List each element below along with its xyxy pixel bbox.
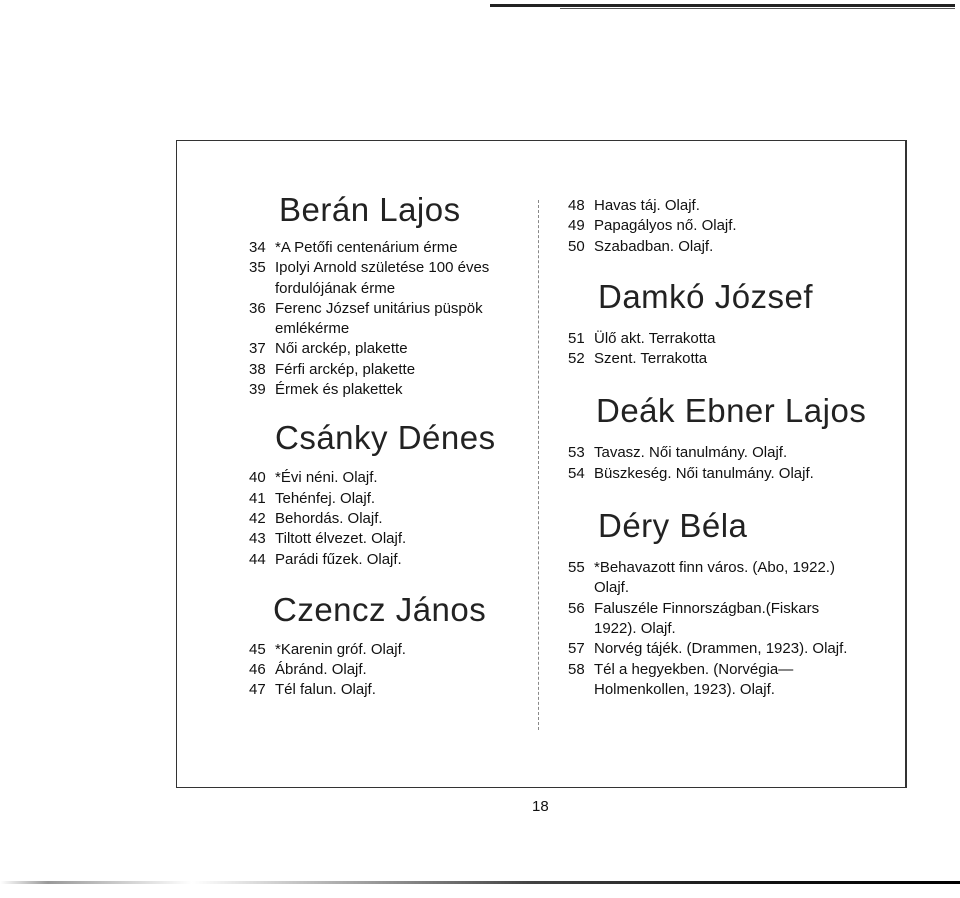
list-item (249, 299, 539, 340)
entry-number: 39 (249, 381, 266, 399)
entry-title: Férfi arckép, plakette (275, 360, 416, 378)
entry-title: Ülő akt. Terrakotta (594, 329, 716, 347)
entry-number: 35 (249, 259, 266, 277)
list-item (568, 464, 868, 484)
entry-number: 36 (249, 299, 266, 317)
artist-heading-dery: Déry Béla (598, 507, 748, 545)
entry-list-deak (568, 443, 868, 484)
entry-list-damko (568, 329, 868, 370)
list-item (568, 349, 868, 369)
artist-heading-damko: Damkó József (598, 277, 814, 315)
artist-heading-deak: Deák Ebner Lajos (596, 392, 867, 430)
entry-list-czencz (249, 640, 539, 701)
entry-title: *Karenin gróf. Olajf. (275, 640, 406, 658)
top-edge-rule (490, 4, 955, 7)
artist-heading-csanky: Csánky Dénes (275, 419, 496, 457)
entry-title: Havas táj. Olajf. (594, 197, 700, 214)
entry-number: 37 (249, 340, 266, 358)
entry-title: Tiltott élvezet. Olajf. (275, 530, 407, 548)
list-item (249, 640, 539, 660)
left-column (249, 190, 539, 701)
entry-number: 42 (249, 509, 266, 527)
entry-title: Tél falun. Olajf. (275, 681, 376, 699)
entry-title: Női arckép, plakette (275, 340, 408, 358)
entry-number: 57 (568, 640, 585, 658)
list-item (568, 558, 868, 599)
entry-title: *Évi néni. Olajf. (275, 469, 378, 487)
entry-title: Szent. Terrakotta (594, 350, 708, 368)
entry-list-csanky (249, 468, 539, 569)
entry-number: 52 (568, 350, 585, 368)
list-item (568, 639, 868, 659)
entry-title: Norvég tájék. (Drammen, 1923). Olajf. (594, 640, 848, 658)
entry-number: 51 (568, 329, 585, 347)
entry-number: 55 (568, 559, 585, 577)
list-item (568, 599, 868, 640)
entry-number: 58 (568, 660, 585, 678)
entry-list-beran (249, 238, 539, 400)
entry-title: Faluszéle Finnországban.(Fiskars 1922). Olajf. (594, 599, 820, 637)
list-item (249, 550, 539, 570)
entry-number: 50 (568, 237, 585, 255)
entry-title: Tél a hegyekben. (Norvégia—Holmenkollen, 1923). Olajf. (594, 660, 794, 698)
entry-number: 34 (249, 239, 266, 256)
bottom-edge-rule (0, 881, 960, 884)
entry-number: 47 (249, 681, 266, 699)
entry-title: Ipolyi Arnold születése 100 éves fordulójának érme (275, 259, 490, 297)
entry-number: 40 (249, 469, 266, 487)
entry-title: Ábránd. Olajf. (275, 661, 367, 679)
list-item (249, 339, 539, 359)
list-item (568, 660, 868, 701)
list-item (568, 237, 868, 257)
entry-number: 38 (249, 360, 266, 378)
list-item (249, 509, 539, 529)
list-item (568, 216, 868, 236)
entry-title: Parádi fűzek. Olajf. (275, 550, 402, 568)
entry-title: *A Petőfi centenárium érme (275, 239, 458, 256)
entry-number: 56 (568, 599, 585, 617)
entry-number: 48 (568, 197, 585, 214)
artist-heading-czencz: Czencz János (273, 590, 487, 628)
entry-title: Papagályos nő. Olajf. (594, 217, 737, 235)
entry-title: Behordás. Olajf. (275, 509, 383, 527)
list-item (249, 489, 539, 509)
list-item (249, 529, 539, 549)
list-item (249, 360, 539, 380)
entry-title: Érmek és plakettek (275, 381, 403, 399)
entry-title: *Behavazott finn város. (Abo, 1922.) Olajf. (594, 559, 835, 597)
list-item (249, 680, 539, 700)
entry-title: Tehénfej. Olajf. (275, 489, 376, 507)
entry-number: 43 (249, 530, 266, 548)
list-item (249, 380, 539, 400)
entry-number: 41 (249, 489, 266, 507)
page-number: 18 (532, 798, 549, 815)
entry-number: 53 (568, 444, 585, 462)
list-item (249, 258, 539, 299)
entry-number: 46 (249, 661, 266, 679)
entry-number: 49 (568, 217, 585, 235)
entry-title: Tavasz. Női tanulmány. Olajf. (594, 444, 788, 462)
list-item (249, 660, 539, 680)
list-item (249, 468, 539, 488)
entry-number: 44 (249, 550, 266, 568)
list-item (568, 329, 868, 349)
list-item (568, 196, 868, 216)
artist-heading-beran: Berán Lajos (279, 191, 461, 228)
entry-title: Ferenc József unitárius püspök emlékérme (275, 299, 483, 338)
list-item (568, 443, 868, 463)
top-edge-rule-thin (560, 8, 955, 9)
entry-number: 54 (568, 464, 585, 482)
list-item (249, 238, 539, 258)
right-column (568, 196, 868, 700)
entry-title: Büszkeség. Női tanulmány. Olajf. (594, 464, 814, 482)
entry-list-dery (568, 558, 868, 700)
entry-number: 45 (249, 640, 266, 658)
entry-list-czencz-continued (568, 196, 868, 257)
entry-title: Szabadban. Olajf. (594, 237, 714, 255)
